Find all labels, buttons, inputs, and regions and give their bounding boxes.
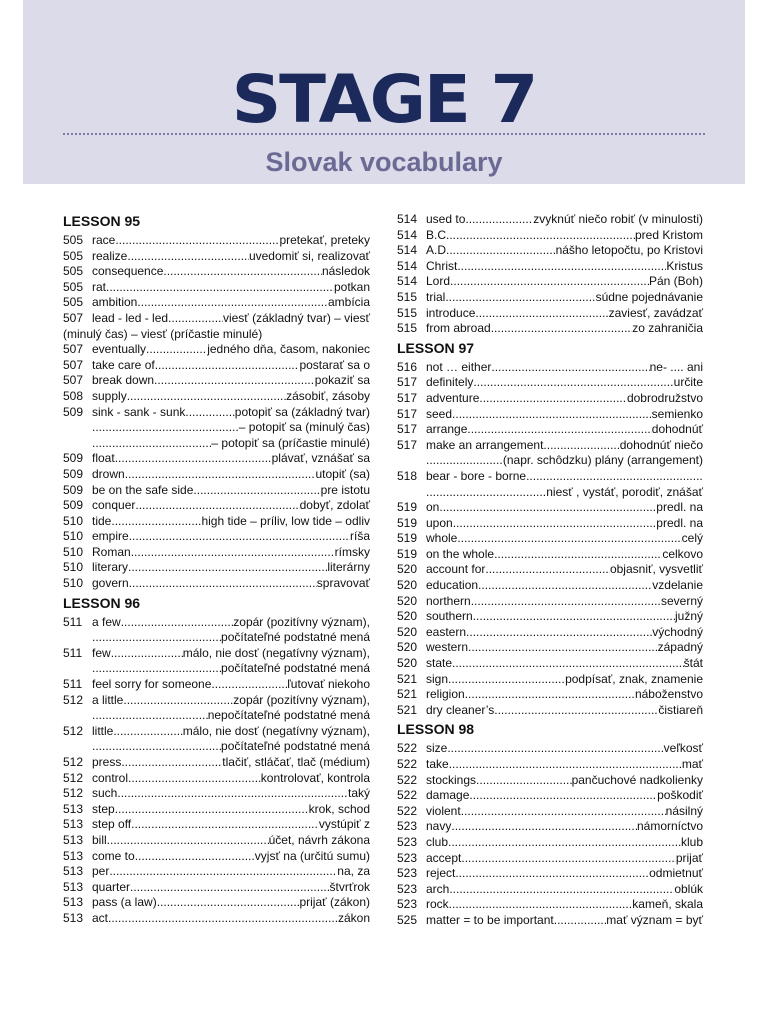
vocab-row: 514 Lord ..... Pán (Boh) bbox=[397, 274, 703, 290]
vocab-row: 519 on ..... predl. na bbox=[397, 500, 703, 516]
page-subtitle: Slovak vocabulary bbox=[265, 147, 503, 177]
vocab-row: 512 control ..... kontrolovať, kontrola bbox=[63, 771, 370, 787]
vocab-row: 520 northern ..... severný bbox=[397, 594, 703, 610]
vocab-row-continuation: ..... počítateľné podstatné mená bbox=[63, 661, 370, 677]
vocab-row: 523 accept ..... prijať bbox=[397, 851, 703, 867]
vocab-row: 515 from abroad ..... zo zahraničia bbox=[397, 321, 703, 337]
right-column bbox=[397, 212, 703, 929]
vocab-row: 513 come to ..... vyjsť na (určitú sumu) bbox=[63, 849, 370, 865]
vocab-row-continuation: (minulý čas) – viesť (príčastie minulé) bbox=[63, 326, 263, 341]
vocab-row: 514 used to ..... zvyknúť niečo robiť (v minulosti) bbox=[397, 212, 703, 228]
lesson-heading: LESSON 96 bbox=[63, 594, 141, 611]
vocab-row: 517 arrange ..... dohodnúť bbox=[397, 422, 703, 438]
vocab-row: 520 account for ..... objasniť, vysvetliť bbox=[397, 562, 703, 578]
vocab-row: 522 violent ..... násilný bbox=[397, 804, 703, 820]
vocab-row: 509 sink - sank - sunk ..... potopiť sa (základný tvar) bbox=[63, 405, 370, 421]
vocab-row: 517 definitely ..... určite bbox=[397, 375, 703, 391]
vocab-row: 505 ambition ..... ambícia bbox=[63, 295, 370, 311]
vocab-row: 521 religion ..... náboženstvo bbox=[397, 687, 703, 703]
vocab-row: 520 eastern ..... východný bbox=[397, 625, 703, 641]
vocab-row: 511 few ..... málo, nie dosť (negatívny význam), bbox=[63, 646, 370, 662]
vocab-row-continuation: ..... – potopiť sa (minulý čas) bbox=[63, 420, 370, 436]
vocab-row: 507 break down ..... pokaziť sa bbox=[63, 373, 370, 389]
vocab-row: 513 step off ..... vystúpiť z bbox=[63, 817, 370, 833]
vocab-row: 505 rat ..... potkan bbox=[63, 280, 370, 296]
vocab-row: 519 on the whole ..... celkovo bbox=[397, 547, 703, 563]
vocab-row: 523 club ..... klub bbox=[397, 835, 703, 851]
vocab-row: 509 float ..... plávať, vznášať sa bbox=[63, 451, 370, 467]
vocab-row: 523 arch ..... oblúk bbox=[397, 882, 703, 898]
vocab-row: 507 take care of ..... postarať sa o bbox=[63, 358, 370, 374]
dotted-divider bbox=[63, 133, 705, 135]
vocab-row: 512 such ..... taký bbox=[63, 786, 370, 802]
vocab-row: 513 step ..... krok, schod bbox=[63, 802, 370, 818]
vocab-row: 510 Roman ..... rímsky bbox=[63, 545, 370, 561]
vocab-row: 505 realize ..... uvedomiť si, realizovať bbox=[63, 249, 370, 265]
vocab-row: 513 bill ..... účet, návrh zákona bbox=[63, 833, 370, 849]
vocab-row-continuation: ..... (napr. schôdzku) plány (arrangement) bbox=[397, 453, 703, 469]
vocab-row-continuation: ..... počítateľné podstatné mená bbox=[63, 739, 370, 755]
vocab-row: 507 eventually ..... jedného dňa, časom, nakoniec bbox=[63, 342, 370, 358]
vocab-row: 519 upon ..... predl. na bbox=[397, 516, 703, 532]
stage-title: STAGE 7 bbox=[231, 61, 537, 138]
vocab-row: 511 a few ..... zopár (pozitívny význam), bbox=[63, 615, 370, 631]
vocab-row: 520 western ..... západný bbox=[397, 640, 703, 656]
vocab-row: 522 take ..... mať bbox=[397, 757, 703, 773]
vocab-row: 516 not … either ..... ne- .... ani bbox=[397, 360, 703, 376]
vocab-row: 509 drown ..... utopiť (sa) bbox=[63, 467, 370, 483]
vocab-row: 505 race ..... pretekať, preteky bbox=[63, 233, 370, 249]
lesson-heading: LESSON 97 bbox=[397, 339, 475, 356]
vocab-row: 522 damage ..... poškodiť bbox=[397, 788, 703, 804]
vocab-row: 517 adventure ..... dobrodružstvo bbox=[397, 391, 703, 407]
vocab-row: 515 trial ..... súdne pojednávanie bbox=[397, 290, 703, 306]
vocab-row: 510 tide ..... high tide – príliv, low tide – odliv bbox=[63, 514, 370, 530]
vocab-row-continuation: ..... nepočítateľné podstatné mená bbox=[63, 708, 370, 724]
vocab-row: 514 Christ ..... Kristus bbox=[397, 259, 703, 275]
vocab-row: 509 conquer ..... dobyť, zdolať bbox=[63, 498, 370, 514]
vocab-row: 513 per ..... na, za bbox=[63, 864, 370, 880]
vocab-row: 521 dry cleaner’s ..... čistiareň bbox=[397, 703, 703, 719]
lesson-heading: LESSON 98 bbox=[397, 721, 475, 738]
vocab-row: 522 size ..... veľkosť bbox=[397, 741, 703, 757]
vocab-row-continuation: ..... počítateľné podstatné mená bbox=[63, 630, 370, 646]
vocab-row: 525 matter = to be important ..... mať význam = byť bbox=[397, 913, 703, 929]
vocab-row: 521 sign ..... podpísať, znak, znamenie bbox=[397, 672, 703, 688]
lesson-heading: LESSON 95 bbox=[63, 213, 141, 229]
vocab-row-continuation: ..... – potopiť sa (príčastie minulé) bbox=[63, 436, 370, 452]
vocab-row: 517 make an arrangement ..... dohodnúť niečo bbox=[397, 438, 703, 454]
vocab-row: 520 education ..... vzdelanie bbox=[397, 578, 703, 594]
vocab-row: 509 be on the safe side ..... pre istotu bbox=[63, 483, 370, 499]
vocab-row: 510 govern ..... spravovať bbox=[63, 576, 370, 592]
vocab-row: 513 act ..... zákon bbox=[63, 911, 370, 927]
page-header bbox=[23, 0, 745, 184]
vocab-row: 508 supply ..... zásobiť, zásoby bbox=[63, 389, 370, 405]
vocab-row: 505 consequence ..... následok bbox=[63, 264, 370, 280]
vocab-row: 513 quarter ..... štvrťrok bbox=[63, 880, 370, 896]
vocab-row: 522 stockings ..... pančuchové nadkolienky bbox=[397, 773, 703, 789]
left-column bbox=[63, 212, 370, 927]
vocab-row: 512 press ..... tlačiť, stláčať, tlač (médium) bbox=[63, 755, 370, 771]
vocab-row: 513 pass (a law) ..... prijať (zákon) bbox=[63, 895, 370, 911]
vocab-row-continuation: ..... niesť , vystáť, porodiť, znášať bbox=[397, 485, 703, 501]
vocab-row: 510 literary ..... literárny bbox=[63, 560, 370, 576]
vocab-row: 523 reject ..... odmietnuť bbox=[397, 866, 703, 882]
vocab-row: 512 little ..... málo, nie dosť (negatívny význam), bbox=[63, 724, 370, 740]
vocab-row: 520 southern ..... južný bbox=[397, 609, 703, 625]
vocab-row: 517 seed ..... semienko bbox=[397, 407, 703, 423]
vocab-row: 520 state ..... štát bbox=[397, 656, 703, 672]
vocab-row: 514 A.D. ..... nášho letopočtu, po Kristovi bbox=[397, 243, 703, 259]
vocab-row: 519 whole ..... celý bbox=[397, 531, 703, 547]
vocab-row: 523 rock ..... kameň, skala bbox=[397, 897, 703, 913]
vocab-row: 514 B.C. ..... pred Kristom bbox=[397, 228, 703, 244]
vocab-row: 523 navy ..... námorníctvo bbox=[397, 819, 703, 835]
vocab-row: 518 bear - bore - borne ..... bbox=[397, 469, 703, 485]
vocab-row: 512 a little ..... zopár (pozitívny význam), bbox=[63, 693, 370, 709]
vocab-row: 511 feel sorry for someone ..... ľutovať niekoho bbox=[63, 677, 370, 693]
vocab-row: 510 empire ..... ríša bbox=[63, 529, 370, 545]
vocab-row: 507 lead - led - led ..... viesť (základný tvar) – viesť bbox=[63, 311, 370, 327]
vocab-row: 515 introduce ..... zaviesť, zavádzať bbox=[397, 306, 703, 322]
